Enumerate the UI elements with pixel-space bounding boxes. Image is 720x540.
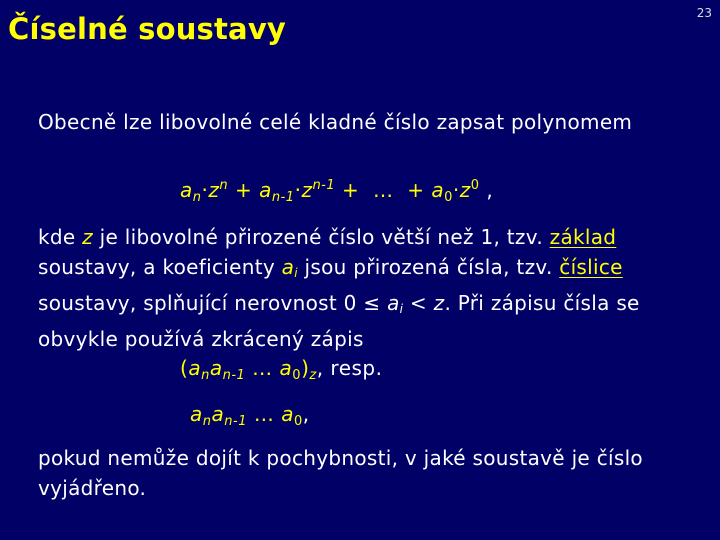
polynomial-formula: $a_n\cdot z^n + a_{n-1}\cdot z^{n-1}$ + … + $a_0\cdot z^0$ , — [180, 178, 494, 205]
definition-paragraph: kde z je libovolné přirozené číslo větší než 1, tzv. základ soustavy, a koeficienty $a_i$ jsou přirozená čísla, tzv. číslice soustavy, splňující nerovnost $0 \le a_i < z$. Při zápisu čísla se obvykle používá zkrácený zápis — [38, 225, 640, 351]
closing-paragraph: pokud nemůže dojít k pochybnosti, v jaké soustavě je číslo vyjádřeno. — [38, 446, 643, 500]
abbreviated-formula: $a_na_{n-1}$ … $a_0$, — [190, 402, 310, 429]
intro-paragraph: Obecně lze libovolné celé kladné číslo zapsat polynomem — [38, 110, 633, 134]
short-notation-formula: ($a_na_{n-1}$ … $a_0)_z$, resp. — [180, 356, 383, 383]
page-number: 23 — [696, 6, 712, 20]
slide-title: Číselné soustavy — [8, 12, 287, 46]
